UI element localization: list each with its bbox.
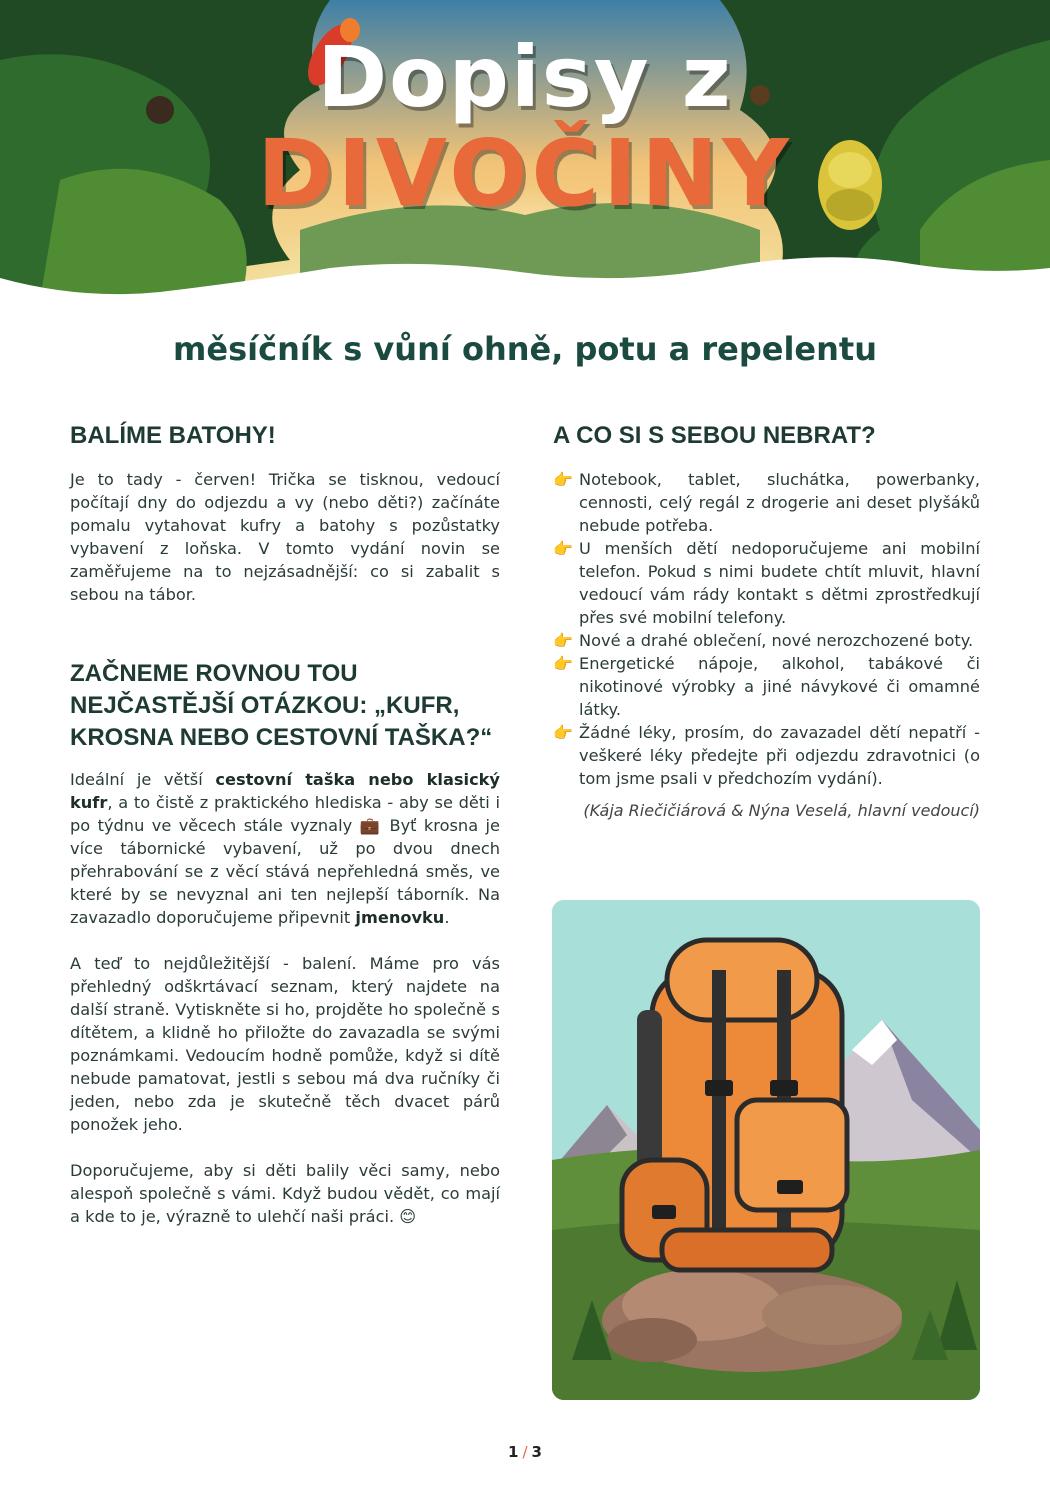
- backpack-icon: [552, 900, 980, 1400]
- paragraph-luggage-bold-a: cestovní taška nebo klasický kufr: [70, 770, 500, 812]
- pointing-hand-icon: 👉: [553, 631, 573, 650]
- backpack-illustration: [552, 900, 980, 1400]
- newsletter-title-line2: DIVOČINY: [257, 120, 793, 227]
- list-item: [553, 537, 980, 629]
- list-item: [553, 652, 980, 721]
- left-column: [70, 420, 500, 1228]
- page-current: 1: [508, 1443, 519, 1461]
- pointing-hand-icon: 👉: [553, 654, 573, 673]
- not-to-bring-list: [553, 468, 980, 790]
- heading-packing: BALÍME BATOHY!: [70, 422, 276, 449]
- pointing-hand-icon: 👉: [553, 539, 573, 558]
- pointing-hand-icon: 👉: [553, 470, 573, 489]
- paragraph-luggage-bold-b: jmenovku: [355, 908, 445, 927]
- newsletter-subtitle: měsíčník s vůní ohně, potu a repelentu: [173, 330, 877, 368]
- list-item: [553, 468, 980, 537]
- newsletter-title-line1: Dopisy z: [317, 28, 733, 126]
- heading-what-not-to-bring: A CO SI S SEBOU NEBRAT?: [553, 422, 876, 449]
- paragraph-luggage-text-a: Ideální je větší: [70, 770, 216, 789]
- intro-paragraph: Je to tady - červen! Trička se tisknou, vedoucí počítají dny do odjezdu a vy (nebo děti?) začínáte pomalu vytahovat kufry a batohy s pozůstatky vybavení z loňska. V tomto vydání novin se zaměřujeme na to nejzásadnější: co si zabalit s sebou na tábor.: [70, 470, 500, 604]
- page-separator: /: [522, 1443, 528, 1461]
- list-item-text: Žádné léky, prosím, do zavazadel dětí nepatří - veškeré léky předejte při odjezdu zdravotnici (o tom jsme psali v předchozím vydání).: [579, 723, 980, 788]
- page-number: [0, 1443, 1050, 1461]
- heading-question: ZAČNEME ROVNOU TOU NEJČASTĚJŠÍ OTÁZKOU: „KUFR, KROSNA NEBO CESTOVNÍ TAŠKA?“: [70, 660, 493, 751]
- paragraph-luggage-text-b: , a to čistě z praktického hlediska - aby se děti i po týdnu ve věcech stále vyznaly 💼 Byť krosna je více tábornické vybavení, už po dvou dnech přehrabování se z věcí stává nepřehledná směs, ve které by se nevyznal ani ten nejlepší táborník. Na zavazadlo doporučujeme připevnit: [70, 793, 500, 927]
- list-item-text: U menších dětí nedoporučujeme ani mobilní telefon. Pokud s nimi budete chtít mluvit, hlavní vedoucí vám rády kontakt s dětmi zprostředkují přes své mobilní telefony.: [579, 539, 980, 627]
- paragraph-checklist: A teď to nejdůležitější - balení. Máme pro vás přehledný odškrtávací seznam, který najdete na další straně. Vytiskněte si ho, projděte ho společně s dítětem, a klidně ho přiložte do zavazadla se svými poznámkami. Vedoucím hodně pomůže, když si dítě nebude pamatovat, jestli s sebou má dva ručníky či jeden, nebo zda je skutečně těch dvacet párů ponožek jeho.: [70, 954, 500, 1134]
- paragraph-luggage-text-c: .: [444, 908, 450, 927]
- list-item: [553, 629, 980, 652]
- signature: (Kája Riečičiárová & Nýna Veselá, hlavní vedoucí): [583, 801, 980, 820]
- list-item: [553, 721, 980, 790]
- paragraph-recommendation: Doporučujeme, aby si děti balily věci samy, nebo alespoň společně s vámi. Když budou vědět, co mají a kde to je, výrazně to ulehčí naši práci. 😊: [70, 1161, 500, 1226]
- page-total: 3: [531, 1443, 542, 1461]
- list-item-text: Energetické nápoje, alkohol, tabákové či nikotinové výrobky a jiné návykové či omamné látky.: [579, 654, 980, 719]
- paragraph-luggage: [70, 768, 500, 929]
- pointing-hand-icon: 👉: [553, 723, 573, 742]
- list-item-text: Notebook, tablet, sluchátka, powerbanky, cennosti, celý regál z drogerie ani deset plyšáků nebude potřeba.: [579, 470, 980, 535]
- right-column: [553, 420, 980, 820]
- header-banner: [0, 0, 1050, 300]
- list-item-text: Nové a drahé oblečení, nové nerozchozené boty.: [579, 631, 974, 650]
